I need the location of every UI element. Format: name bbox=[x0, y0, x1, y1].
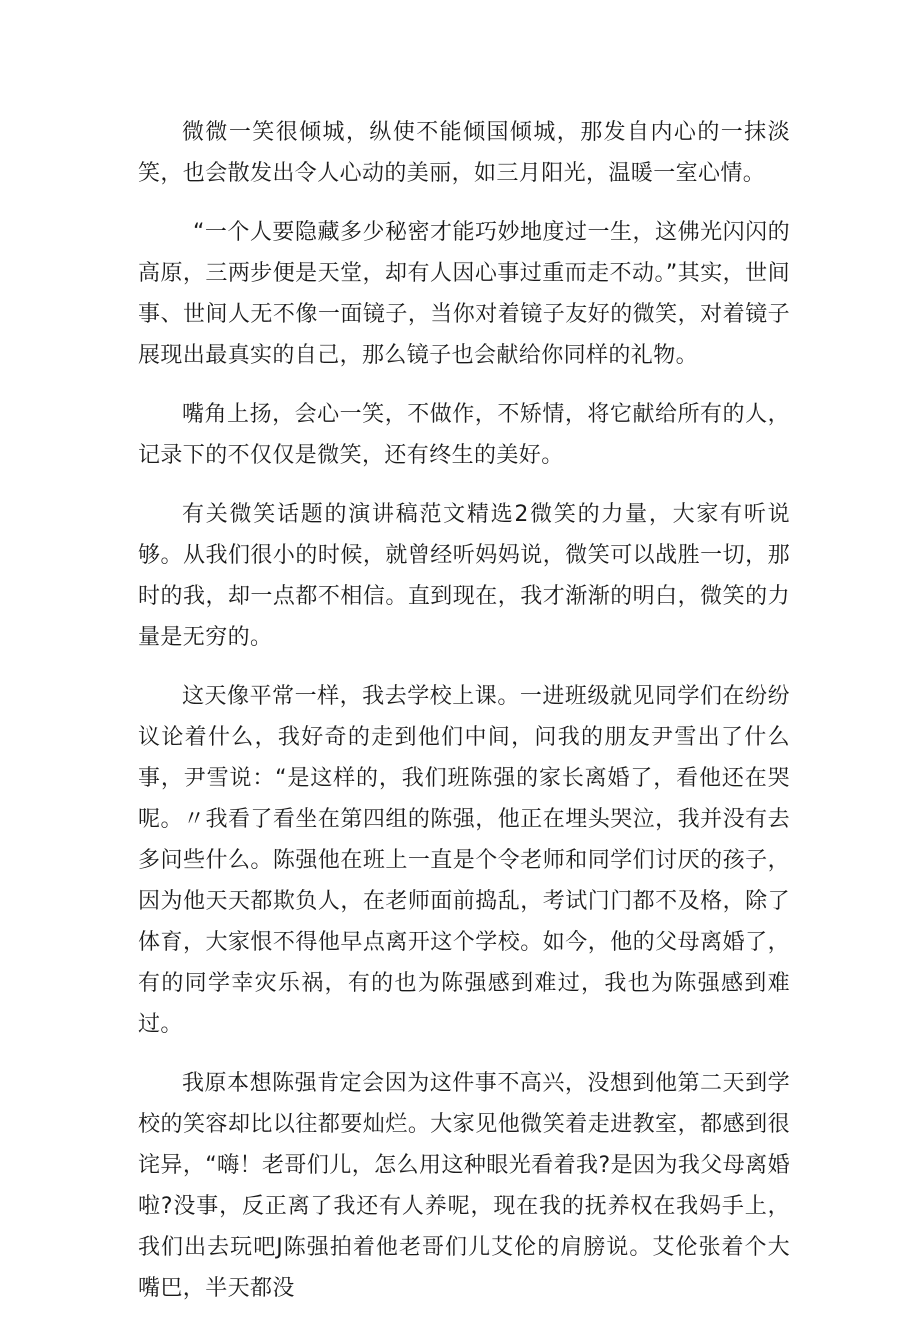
paragraph-4: 有关微笑话题的演讲稿范文精选2微笑的力量，大家有听说够。从我们很小的时候，就曾经听妈妈说，微笑可以战胜一切，那时的我，却一点都不相信。直到现在，我才渐渐的明白，微笑的力量是无穷的。 bbox=[138, 502, 790, 650]
paragraph-6: 我原本想陈强肯定会因为这件事不高兴，没想到他第二天到学校的笑容却比以往都要灿烂。大家见他微笑着走进教室，都感到很诧异，“嗨！老哥们儿，怎么用这种眼光看着我?是因为我父母离婚啦?没事，反正离了我还有人养呢，现在我的抚养权在我妈手上，我们出去玩吧J陈强拍着他老哥们儿艾伦的肩膀说。艾伦张着个大嘴巴，半天都没 bbox=[138, 1071, 790, 1301]
document-page bbox=[138, 112, 790, 1327]
paragraph-5: 这天像平常一样，我去学校上课。一进班级就见同学们在纷纷议论着什么，我好奇的走到他们中间，问我的朋友尹雪出了什么事，尹雪说：“是这样的，我们班陈强的家长离婚了，看他还在哭呢。〃我看了看坐在第四组的陈强，他正在埋头哭泣，我并没有去多问些什么。陈强他在班上一直是个令老师和同学们讨厌的孩子，因为他天天都欺负人，在老师面前捣乱，考试门门都不及格，除了体育，大家恨不得他早点离开这个学校。如今，他的父母离婚了，有的同学幸灾乐祸，有的也为陈强感到难过，我也为陈强感到难过。 bbox=[138, 684, 790, 1037]
paragraph-2: “一个人要隐藏多少秘密才能巧妙地度过一生，这佛光闪闪的高原，三两步便是天堂，却有人因心事过重而走不动。”其实，世间事、世间人无不像一面镜子，当你对着镜子友好的微笑，对着镜子展现出最真实的自己，那么镜子也会献给你同样的礼物。 bbox=[138, 220, 790, 368]
paragraph-3: 嘴角上扬，会心一笑，不做作，不矫情，将它献给所有的人，记录下的不仅仅是微笑，还有终生的美好。 bbox=[138, 402, 790, 468]
paragraph-1: 微微一笑很倾城，纵使不能倾国倾城，那发自内心的一抹淡笑，也会散发出令人心动的美丽，如三月阳光，温暖一室心情。 bbox=[138, 120, 790, 186]
